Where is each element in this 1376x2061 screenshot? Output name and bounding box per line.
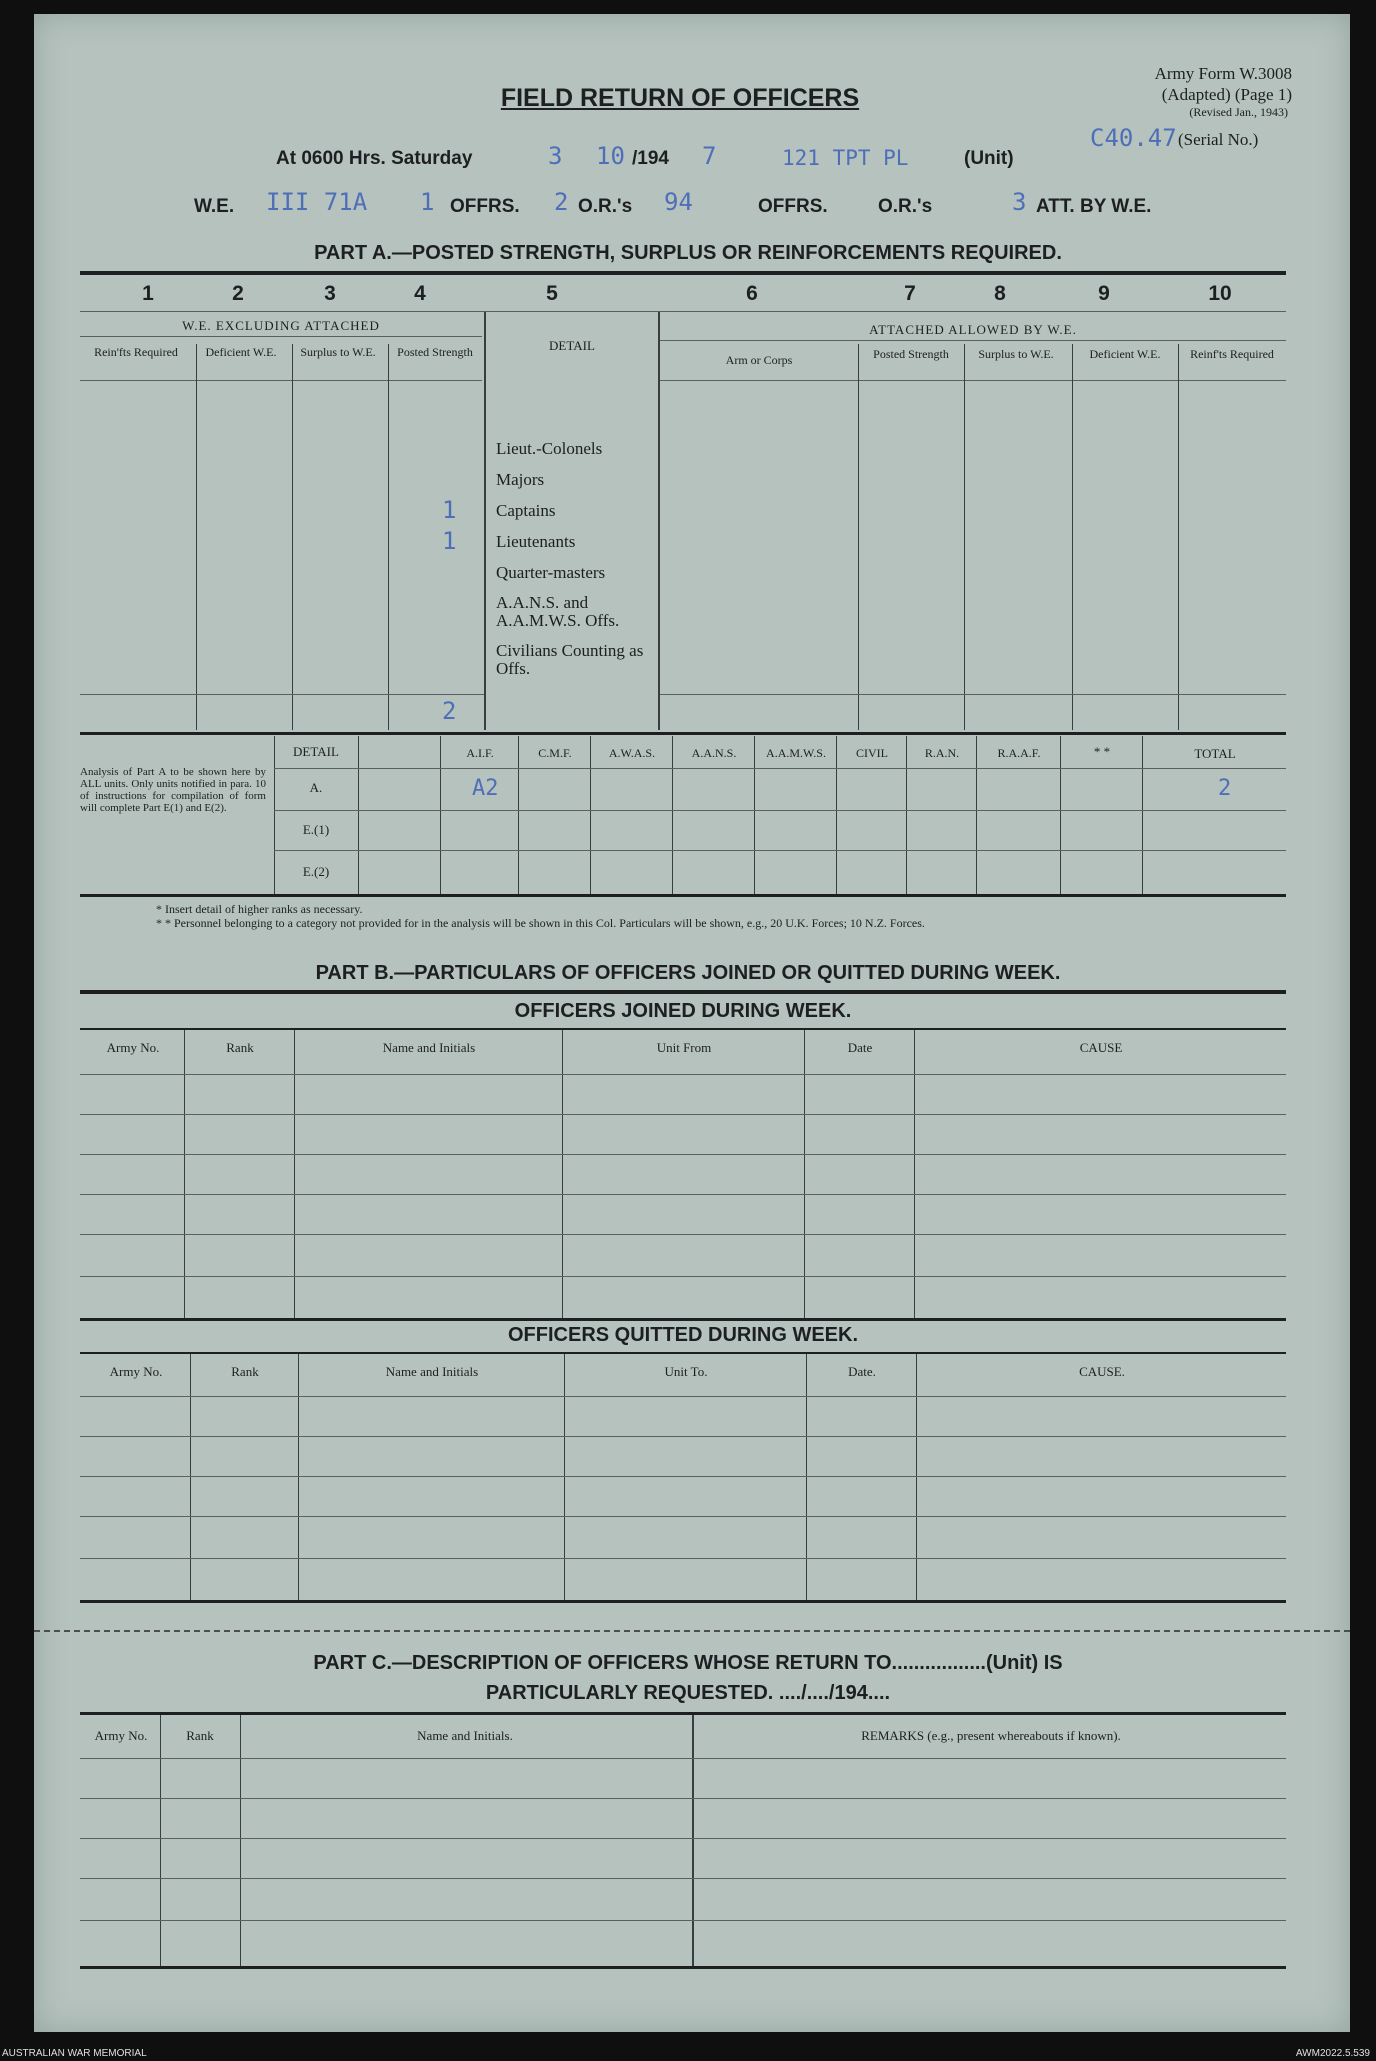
col-num-9: 9 — [1098, 282, 1110, 305]
joined-row-rule-0 — [80, 1074, 1286, 1075]
quitted-header-rank: Rank — [231, 1364, 259, 1379]
analysis-note: Analysis of Part A to be shown here by ALL units. Only units notified in para. 10 of instructions for compilation of form will complete Part E(1) and E(2). — [80, 766, 266, 814]
analysis-header-cmf: C.M.F. — [538, 746, 572, 760]
detail-lieut-colonels: Lieut.-Colonels — [496, 439, 603, 458]
header-arm-corps: Arm or Corps — [725, 353, 793, 367]
col-num-4: 4 — [414, 282, 426, 305]
part-a-number-rule — [80, 311, 1286, 312]
date-year-suffix: 7 — [702, 142, 717, 170]
joined-row-rule-4 — [80, 1234, 1286, 1235]
analysis-vline-2 — [440, 736, 441, 894]
joined-row-rule-1 — [80, 1114, 1286, 1115]
detail-aans: A.A.N.S. and A.A.M.W.S. Offs. — [496, 593, 620, 630]
part-b-title: PART B.—PARTICULARS OF OFFICERS JOINED OR QUITTED DURING WEEK. — [315, 962, 1061, 984]
analysis-row-a: A. — [309, 780, 323, 795]
analysis-header-ran: R.A.N. — [924, 746, 960, 760]
part-c-bottom-rule — [80, 1966, 1286, 1969]
group-left-header: W.E. EXCLUDING ATTACHED — [182, 318, 380, 333]
col-num-2: 2 — [232, 282, 244, 305]
col-num-1: 1 — [142, 282, 154, 305]
posted-total: 2 — [442, 697, 457, 725]
we-value: III 71A — [266, 188, 368, 216]
quitted-vline-2 — [298, 1354, 299, 1602]
posted-lieutenants: 1 — [442, 527, 457, 555]
offrs2-label: OFFRS. — [758, 196, 828, 217]
part-a-vline-9 — [1178, 344, 1179, 730]
analysis-header-total: TOTAL — [1194, 746, 1236, 761]
part-c-row-rule-3 — [80, 1878, 1286, 1879]
part-c-row-rule-1 — [80, 1798, 1286, 1799]
col-num-8: 8 — [994, 282, 1006, 305]
part-c-top-rule — [80, 1712, 1286, 1715]
joined-header-rank: Rank — [226, 1040, 254, 1055]
detail-civilians: Civilians Counting as Offs. — [496, 641, 644, 678]
page-title: FIELD RETURN OF OFFICERS — [500, 84, 860, 112]
joined-row-rule-5 — [80, 1276, 1286, 1277]
analysis-header-aif: A.I.F. — [466, 746, 494, 760]
footer-item-id: AWM2022.5.539 — [1295, 2048, 1370, 2059]
part-a-vline-6 — [858, 344, 859, 730]
part-a-vline-2 — [292, 344, 293, 730]
part-c-header-rank: Rank — [186, 1728, 214, 1743]
part-c-row-rule-0 — [80, 1758, 1286, 1759]
analysis-header-aamws: A.A.M.W.S. — [766, 746, 826, 760]
part-c-vline-1 — [160, 1715, 161, 1967]
part-c-header-army-no: Army No. — [94, 1728, 148, 1743]
left-headers-bottom-rule — [80, 380, 482, 381]
part-c-header-name: Name and Initials. — [417, 1728, 513, 1743]
part-c-row-rule-2 — [80, 1838, 1286, 1839]
joined-header-unit-from: Unit From — [656, 1040, 712, 1055]
quitted-row-rule-1 — [80, 1436, 1286, 1437]
part-a-vline-3 — [388, 344, 389, 730]
quitted-header-unit-to: Unit To. — [664, 1364, 708, 1379]
right-headers-bottom-rule — [660, 380, 1286, 381]
analysis-vline-0 — [274, 736, 275, 894]
quitted-bottom-rule — [80, 1600, 1286, 1603]
analysis-vline-7 — [836, 736, 837, 894]
analysis-vline-4 — [590, 736, 591, 894]
quitted-title: OFFICERS QUITTED DURING WEEK. — [508, 1324, 858, 1346]
analysis-vline-6 — [754, 736, 755, 894]
analysis-vline-5 — [672, 736, 673, 894]
quitted-row-rule-0 — [80, 1396, 1286, 1397]
quitted-header-army-no: Army No. — [109, 1364, 163, 1379]
ors2-label: O.R.'s — [878, 196, 933, 217]
joined-bottom-rule — [80, 1318, 1286, 1321]
header-deficient-we: Deficient W.E. — [205, 345, 277, 359]
analysis-header-rule — [274, 768, 1286, 769]
part-a-bottom-rule — [80, 732, 1286, 735]
part-a-title: PART A.—POSTED STRENGTH, SURPLUS OR REINFORCEMENTS REQUIRED. — [314, 242, 1062, 264]
col-num-6: 6 — [746, 282, 758, 305]
quitted-vline-4 — [806, 1354, 807, 1602]
quitted-header-cause: CAUSE. — [1079, 1364, 1125, 1379]
joined-title: OFFICERS JOINED DURING WEEK. — [514, 1000, 852, 1022]
footnote-2: * * Personnel belonging to a category not provided for in the analysis will be shown in this Col. Particulars will be shown, e.g., 20 U.K. Forces; 10 N.Z. Forces. — [156, 916, 925, 930]
quitted-header-name: Name and Initials — [385, 1364, 479, 1379]
part-c-vline-2 — [240, 1715, 241, 1967]
group-right-rule — [660, 340, 1286, 341]
posted-captains: 1 — [442, 496, 457, 524]
footnote-1: * Insert detail of higher ranks as necessary. — [156, 902, 363, 916]
total-rule-left — [80, 694, 484, 695]
date-day: 3 — [548, 142, 563, 170]
we-label: W.E. — [194, 196, 235, 217]
perforation-line — [34, 1630, 1350, 1632]
header-reinfts-required: Rein'fts Required — [94, 345, 178, 359]
quitted-row-rule-3 — [80, 1516, 1286, 1517]
analysis-vline-3 — [518, 736, 519, 894]
col-num-3: 3 — [324, 282, 336, 305]
analysis-header-civil: CIVIL — [856, 746, 888, 760]
quitted-vline-1 — [190, 1354, 191, 1602]
joined-header-cause: CAUSE — [1079, 1040, 1123, 1055]
time-label: At 0600 Hrs. Saturday — [276, 148, 473, 169]
total-rule-right — [660, 694, 1286, 695]
unit-value: 121 TPT PL — [782, 146, 909, 170]
quitted-vline-5 — [916, 1354, 917, 1602]
col-num-5: 5 — [546, 282, 558, 305]
part-b-top-rule — [80, 990, 1286, 994]
joined-header-name: Name and Initials — [382, 1040, 476, 1055]
ors-label: O.R.'s — [578, 196, 633, 217]
analysis-bottom-rule — [80, 894, 1286, 897]
header-posted-strength: Posted Strength — [397, 345, 473, 359]
analysis-vline-8 — [906, 736, 907, 894]
detail-captains: Captains — [496, 501, 556, 520]
analysis-row-a-rule — [274, 810, 1286, 811]
header-detail: DETAIL — [549, 338, 595, 353]
analysis-vline-10 — [1060, 736, 1061, 894]
part-a-top-rule — [80, 271, 1286, 275]
analysis-header-raaf: R.A.A.F. — [997, 746, 1041, 760]
unit-label: (Unit) — [964, 148, 1014, 169]
col-num-10: 10 — [1208, 282, 1232, 305]
part-c-title-line2: PARTICULARLY REQUESTED. ..../..../194.... — [485, 1682, 891, 1704]
header-att-deficient: Deficient W.E. — [1089, 347, 1161, 361]
offrs-value: 1 — [420, 188, 435, 216]
detail-majors: Majors — [496, 470, 545, 489]
offrs-label: OFFRS. — [450, 196, 520, 217]
analysis-vline-1 — [358, 736, 359, 894]
serial-label: (Serial No.) — [1178, 130, 1259, 149]
analysis-total-a: 2 — [1218, 776, 1232, 801]
quitted-row-rule-2 — [80, 1476, 1286, 1477]
part-a-vline-8 — [1072, 344, 1073, 730]
quitted-header-date: Date. — [848, 1364, 876, 1379]
header-att-reinfts: Reinf'ts Required — [1190, 347, 1274, 361]
part-a-vline-1 — [196, 344, 197, 730]
ors2-value: 3 — [1012, 188, 1027, 216]
ors-value: 2 — [554, 188, 569, 216]
ors-number: 94 — [664, 188, 693, 216]
form-adapted: (Adapted) (Page 1) — [1161, 85, 1292, 104]
part-c-row-rule-4 — [80, 1920, 1286, 1921]
quitted-row-rule-4 — [80, 1558, 1286, 1559]
analysis-header-awas: A.W.A.S. — [608, 746, 656, 760]
quitted-title-rule — [80, 1352, 1286, 1354]
header-surplus-we: Surplus to W.E. — [300, 345, 376, 359]
quitted-vline-3 — [564, 1354, 565, 1602]
analysis-vline-11 — [1142, 736, 1143, 894]
detail-quarter-masters: Quarter-masters — [496, 563, 606, 582]
analysis-aif-a: A2 — [472, 776, 499, 801]
detail-lieutenants: Lieutenants — [496, 532, 576, 551]
analysis-row-e1: E.(1) — [302, 822, 330, 837]
part-a-vline-5 — [658, 312, 660, 730]
joined-header-army-no: Army No. — [106, 1040, 160, 1055]
joined-header-date: Date — [847, 1040, 873, 1055]
header-att-posted: Posted Strength — [873, 347, 949, 361]
part-c-vline-3 — [692, 1715, 694, 1967]
joined-row-rule-3 — [80, 1194, 1286, 1195]
analysis-row-e2: E.(2) — [302, 864, 330, 879]
analysis-row-e1-rule — [274, 850, 1286, 851]
form-revised: (Revised Jan., 1943) — [1189, 105, 1288, 119]
analysis-header-aans: A.A.N.S. — [691, 746, 737, 760]
analysis-header-detail: DETAIL — [293, 744, 339, 759]
joined-title-rule — [80, 1028, 1286, 1030]
serial-value: C40.47 — [1090, 124, 1177, 152]
analysis-header-other: * * — [1093, 744, 1111, 759]
year-prefix: /194 — [632, 148, 669, 169]
group-right-header: ATTACHED ALLOWED BY W.E. — [869, 322, 1077, 337]
part-a-vline-7 — [964, 344, 965, 730]
joined-row-rule-2 — [80, 1154, 1286, 1155]
footer-archive-name: AUSTRALIAN WAR MEMORIAL — [2, 2048, 147, 2059]
part-c-title-line1: PART C.—DESCRIPTION OF OFFICERS WHOSE RETURN TO.................(Unit) IS — [313, 1652, 1063, 1674]
date-month: 10 — [596, 142, 625, 170]
part-c-header-remarks: REMARKS (e.g., present whereabouts if known). — [861, 1728, 1121, 1743]
att-label: ATT. BY W.E. — [1036, 196, 1152, 217]
analysis-vline-9 — [976, 736, 977, 894]
header-att-surplus: Surplus to W.E. — [978, 347, 1054, 361]
part-a-vline-4 — [484, 312, 486, 730]
col-num-7: 7 — [904, 282, 916, 305]
group-left-rule — [80, 336, 482, 337]
form-id: Army Form W.3008 — [1154, 64, 1292, 83]
